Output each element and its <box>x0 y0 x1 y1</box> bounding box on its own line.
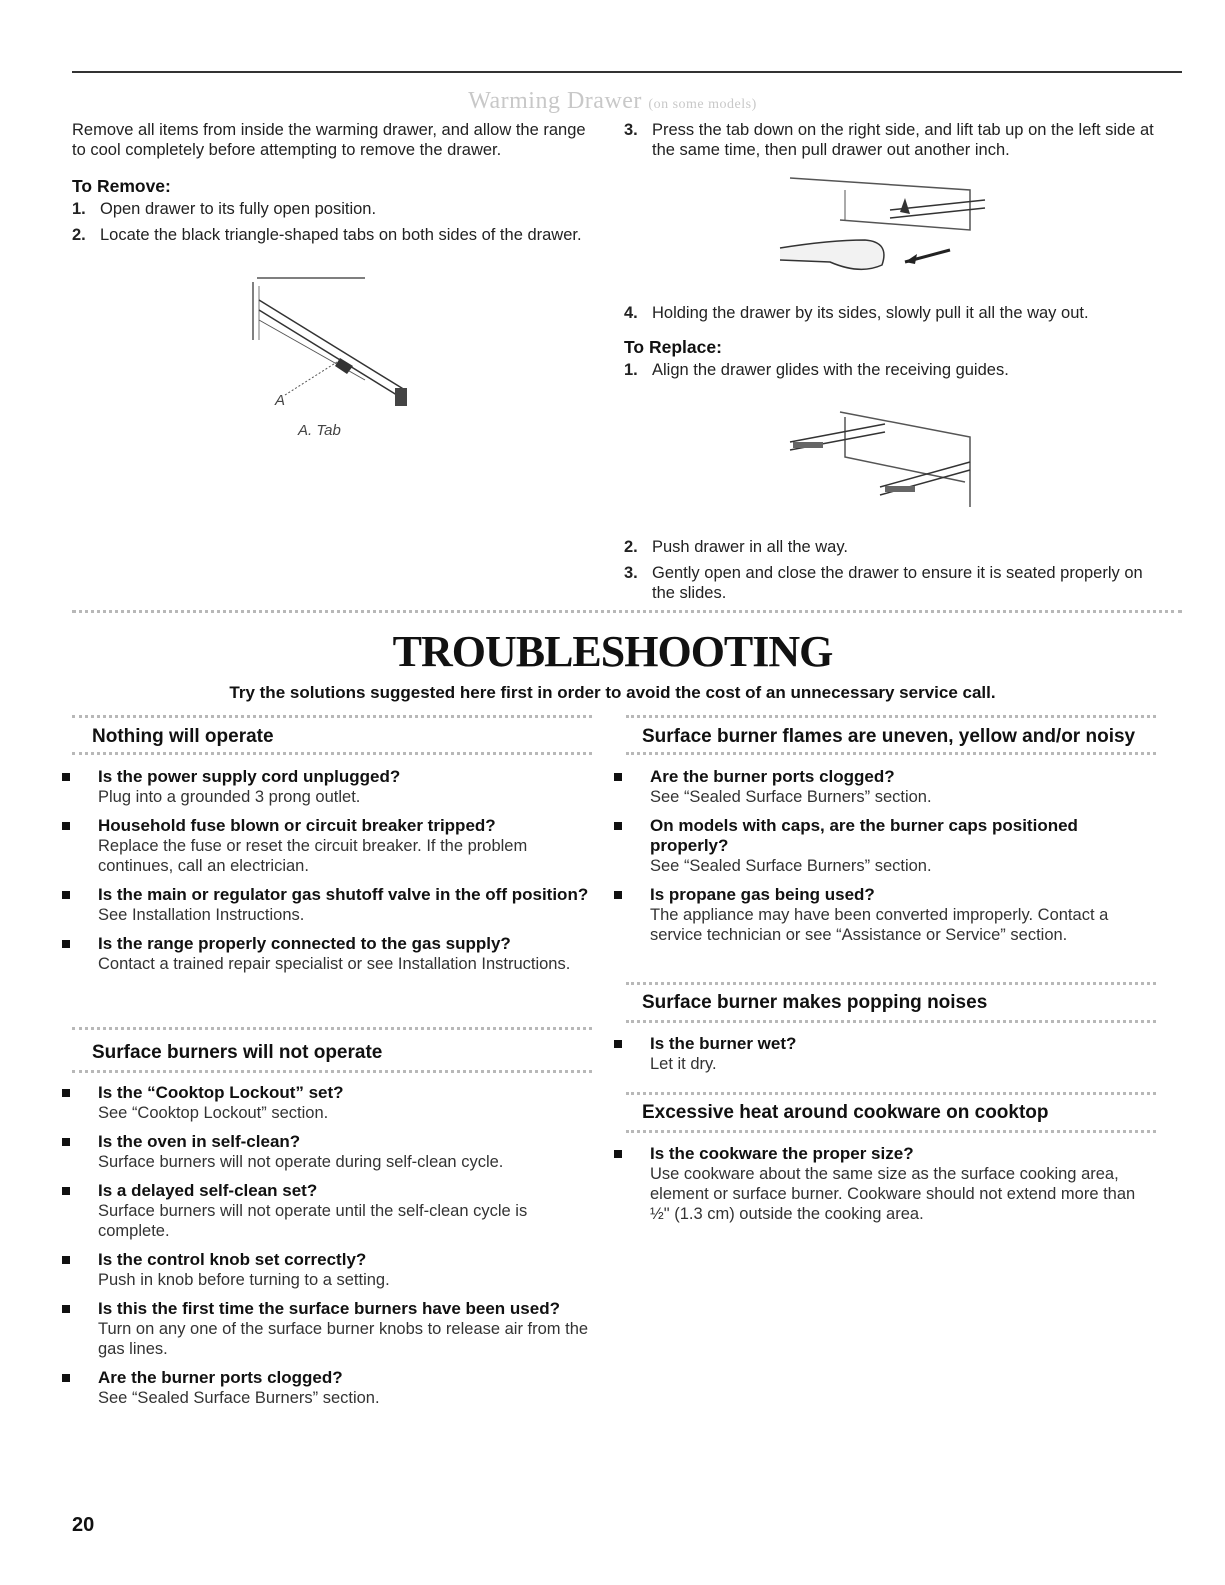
right-column-mid <box>624 303 1154 386</box>
replace-step-3 <box>624 563 1154 603</box>
question: Household fuse blown or circuit breaker tripped? <box>98 816 496 835</box>
flames-uneven-list <box>610 767 1155 954</box>
bullet-icon <box>614 1150 622 1158</box>
list-item <box>610 767 1155 807</box>
bullet-icon <box>62 891 70 899</box>
nothing-operate-heading: Nothing will operate <box>92 726 274 747</box>
question: Is the control knob set correctly? <box>98 1250 367 1269</box>
troubleshooting-title: TROUBLESHOOTING <box>392 627 833 676</box>
bullet-icon <box>62 822 70 830</box>
answer: See Installation Instructions. <box>98 906 305 924</box>
list-item <box>58 1132 598 1172</box>
answer: Contact a trained repair specialist or see Installation Instructions. <box>98 955 571 973</box>
drawer-glides-illustration <box>785 402 985 517</box>
replace-step-2 <box>624 537 1154 557</box>
answer: See “Sealed Surface Burners” section. <box>650 788 932 806</box>
divider <box>72 1070 592 1073</box>
answer: Plug into a grounded 3 prong outlet. <box>98 788 361 806</box>
surface-not-operate-heading: Surface burners will not operate <box>92 1042 383 1063</box>
replace-step-1 <box>624 360 1154 380</box>
bullet-icon <box>614 822 622 830</box>
remove-heading: To Remove: <box>72 176 171 196</box>
list-item <box>58 1299 598 1359</box>
answer: Replace the fuse or reset the circuit breaker. If the problem continues, call an electrician. <box>98 837 528 875</box>
step-number: 3. <box>624 564 638 582</box>
bullet-icon <box>62 1138 70 1146</box>
list-item <box>610 885 1155 945</box>
step-number: 4. <box>624 304 638 322</box>
section-title <box>0 88 1225 115</box>
list-item <box>58 1083 598 1123</box>
question: Are the burner ports clogged? <box>650 767 895 786</box>
step-text: Push drawer in all the way. <box>652 538 848 556</box>
step-number: 1. <box>624 361 638 379</box>
list-item <box>610 816 1155 876</box>
question: Is the cookware the proper size? <box>650 1144 914 1163</box>
bullet-icon <box>62 773 70 781</box>
figure-caption: A. Tab <box>298 422 341 439</box>
step-number: 2. <box>72 226 86 244</box>
list-item <box>610 1034 1155 1074</box>
troubleshooting-intro: Try the solutions suggested here first in order to avoid the cost of an unnecessary service call. <box>229 683 996 702</box>
question: Is the oven in self-clean? <box>98 1132 301 1151</box>
divider <box>72 715 592 718</box>
bullet-icon <box>614 1040 622 1048</box>
remove-step-4 <box>624 303 1154 323</box>
step-number: 1. <box>72 200 86 218</box>
step-text: Open drawer to its fully open position. <box>100 200 377 218</box>
list-item <box>58 1250 598 1290</box>
question: Are the burner ports clogged? <box>98 1368 343 1387</box>
figure-label-a: A <box>275 392 286 409</box>
answer: Let it dry. <box>650 1055 717 1073</box>
divider <box>72 1027 592 1030</box>
step-text: Locate the black triangle-shaped tabs on both sides of the drawer. <box>100 226 582 244</box>
list-item <box>58 767 598 807</box>
excessive-heat-list <box>610 1144 1155 1233</box>
remove-step-3 <box>624 120 1154 160</box>
divider <box>626 752 1156 755</box>
bullet-icon <box>62 1187 70 1195</box>
list-item <box>58 1368 598 1408</box>
excessive-heat-heading: Excessive heat around cookware on cooktop <box>642 1102 1049 1123</box>
pull-drawer-illustration <box>770 170 995 280</box>
question: Is the “Cooktop Lockout” set? <box>98 1083 344 1102</box>
question: Is the burner wet? <box>650 1034 797 1053</box>
remove-step-2 <box>72 225 592 245</box>
divider <box>626 1130 1156 1133</box>
divider <box>626 715 1156 718</box>
step-number: 2. <box>624 538 638 556</box>
bullet-icon <box>62 1305 70 1313</box>
step-text: Align the drawer glides with the receiving guides. <box>652 361 1009 379</box>
answer: Surface burners will not operate during self-clean cycle. <box>98 1153 504 1171</box>
bullet-icon <box>62 1256 70 1264</box>
popping-list <box>610 1034 1155 1083</box>
answer: Use cookware about the same size as the surface cooking area, element or surface burner. Cookware should not extend more than ½" (1.3 cm) outside the cooking area. <box>650 1165 1136 1223</box>
flames-uneven-heading: Surface burner flames are uneven, yellow and/or noisy <box>642 726 1136 747</box>
step-text: Press the tab down on the right side, and lift tab up on the left side at the same time, then pull drawer out another inch. <box>652 121 1154 159</box>
bullet-icon <box>62 1089 70 1097</box>
answer: Turn on any one of the surface burner knobs to release air from the gas lines. <box>98 1320 589 1358</box>
step-text: Gently open and close the drawer to ensure it is seated properly on the slides. <box>652 564 1143 602</box>
question: Is this the first time the surface burners have been used? <box>98 1299 560 1318</box>
replace-heading: To Replace: <box>624 337 722 357</box>
answer: The appliance may have been converted improperly. Contact a service technician or see “Assistance or Service” section. <box>650 906 1109 944</box>
surface-not-operate-list <box>58 1083 598 1417</box>
step-text: Holding the drawer by its sides, slowly pull it all the way out. <box>652 304 1089 322</box>
divider <box>72 752 592 755</box>
divider <box>626 1020 1156 1023</box>
question: Is the main or regulator gas shutoff valve in the off position? <box>98 885 589 904</box>
section-divider <box>72 610 1182 613</box>
top-rule <box>72 71 1182 73</box>
drawer-tab-illustration <box>245 270 420 415</box>
remove-step-1 <box>72 199 592 219</box>
bullet-icon <box>62 940 70 948</box>
warming-intro: Remove all items from inside the warming drawer, and allow the range to cool completely before attempting to remove the drawer. <box>72 121 586 159</box>
answer: Push in knob before turning to a setting. <box>98 1271 390 1289</box>
answer: See “Sealed Surface Burners” section. <box>650 857 932 875</box>
left-column <box>72 120 592 251</box>
bullet-icon <box>62 1374 70 1382</box>
question: Is propane gas being used? <box>650 885 875 904</box>
list-item <box>58 934 598 974</box>
question: Is the range properly connected to the gas supply? <box>98 934 511 953</box>
list-item <box>610 1144 1155 1224</box>
bullet-icon <box>614 891 622 899</box>
answer: See “Cooktop Lockout” section. <box>98 1104 329 1122</box>
section-title-text: Warming Drawer <box>468 88 642 114</box>
popping-heading: Surface burner makes popping noises <box>642 992 988 1013</box>
list-item <box>58 1181 598 1241</box>
step-number: 3. <box>624 121 638 139</box>
divider <box>626 982 1156 985</box>
question: Is the power supply cord unplugged? <box>98 767 401 786</box>
answer: See “Sealed Surface Burners” section. <box>98 1389 380 1407</box>
section-title-note: (on some models) <box>648 97 757 112</box>
list-item <box>58 816 598 876</box>
divider <box>626 1092 1156 1095</box>
nothing-operate-list <box>58 767 598 983</box>
question: On models with caps, are the burner caps positioned properly? <box>650 816 1078 855</box>
answer: Surface burners will not operate until the self-clean cycle is complete. <box>98 1202 528 1240</box>
right-column-bottom <box>624 537 1154 609</box>
page-number: 20 <box>72 1514 95 1536</box>
bullet-icon <box>614 773 622 781</box>
question: Is a delayed self-clean set? <box>98 1181 318 1200</box>
list-item <box>58 885 598 925</box>
right-column-top <box>624 120 1154 166</box>
